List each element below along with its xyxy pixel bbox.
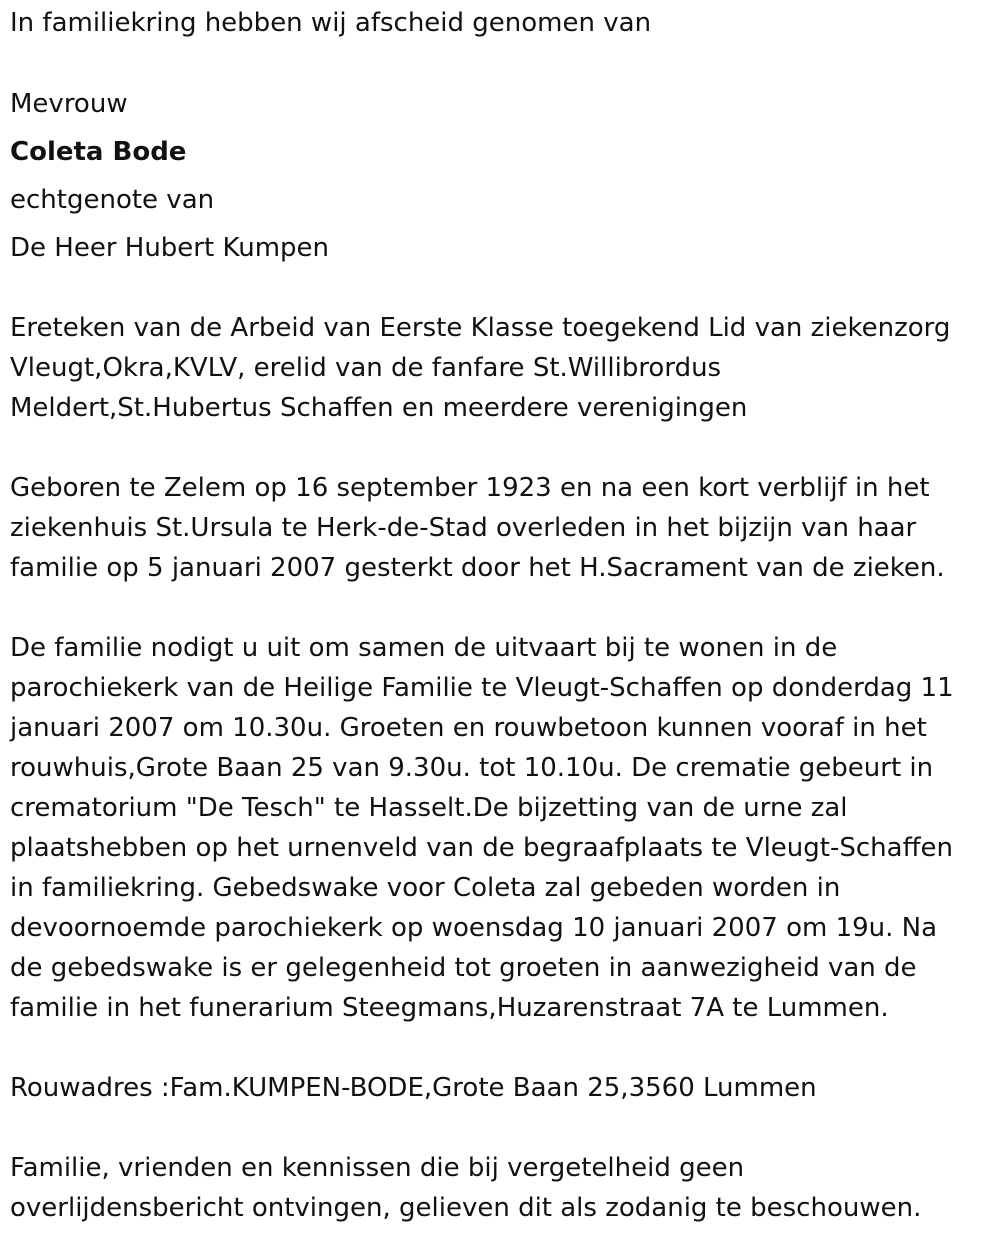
funeral-line: januari 2007 om 10.30u. Groeten en rouwbetoon kunnen vooraf in het — [10, 713, 927, 743]
spouse-name: De Heer Hubert Kumpen — [10, 233, 329, 263]
funeral-line: De familie nodigt u uit om samen de uitvaart bij te wonen in de — [10, 633, 838, 663]
honors-line: Meldert,St.Hubertus Schaffen en meerdere verenigingen — [10, 393, 748, 423]
relation-text: echtgenote van — [10, 185, 215, 215]
birth-death-line: ziekenhuis St.Ursula te Herk-de-Stad overleden in het bijzijn van haar — [10, 513, 917, 543]
intro-text: In familiekring hebben wij afscheid genomen van — [10, 8, 652, 38]
birth-death-line: familie op 5 januari 2007 gesterkt door het H.Sacrament van de zieken. — [10, 553, 945, 583]
honors-line: Vleugt,Okra,KVLV, erelid van de fanfare St.Willibrordus — [10, 353, 722, 383]
funeral-line: de gebedswake is er gelegenheid tot groeten in aanwezigheid van de — [10, 953, 917, 983]
funeral-line: familie in het funerarium Steegmans,Huzarenstraat 7A te Lummen. — [10, 993, 889, 1023]
funeral-line: parochiekerk van de Heilige Familie te Vleugt-Schaffen op donderdag 11 — [10, 673, 954, 703]
birth-death-line: Geboren te Zelem op 16 september 1923 en na een kort verblijf in het — [10, 473, 930, 503]
closing-line: overlijdensbericht ontvingen, gelieven dit als zodanig te beschouwen. — [10, 1193, 922, 1223]
honors-line: Ereteken van de Arbeid van Eerste Klasse toegekend Lid van ziekenzorg — [10, 313, 951, 343]
funeral-line: rouwhuis,Grote Baan 25 van 9.30u. tot 10.10u. De crematie gebeurt in — [10, 753, 934, 783]
funeral-line: plaatshebben op het urnenveld van de begraafplaats te Vleugt-Schaffen — [10, 833, 953, 863]
funeral-line: crematorium "De Tesch" te Hasselt.De bijzetting van de urne zal — [10, 793, 848, 823]
closing-line: Familie, vrienden en kennissen die bij vergetelheid geen — [10, 1153, 745, 1183]
deceased-name: Coleta Bode — [10, 137, 187, 167]
mourning-address: Rouwadres :Fam.KUMPEN-BODE,Grote Baan 25,3560 Lummen — [10, 1073, 817, 1103]
title-prefix: Mevrouw — [10, 89, 128, 119]
funeral-line: in familiekring. Gebedswake voor Coleta zal gebeden worden in — [10, 873, 841, 903]
funeral-line: devoornoemde parochiekerk op woensdag 10 januari 2007 om 19u. Na — [10, 913, 938, 943]
